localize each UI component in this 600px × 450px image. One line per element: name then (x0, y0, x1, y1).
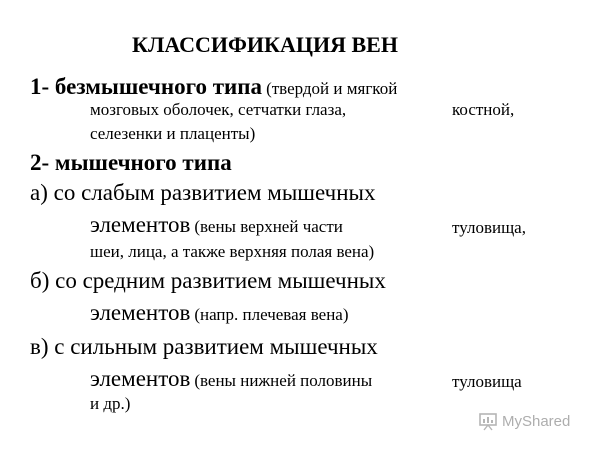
item2-a-line1: а) со слабым развитием мышечных (30, 180, 376, 205)
item2-a-line2 (90, 213, 343, 236)
item1-details-line2: мозговых оболочек, сетчатки глаза, (90, 100, 347, 119)
item1-heading: 1- безмышечного типа (30, 74, 263, 99)
watermark-brand: MyShared (502, 412, 571, 430)
item2-b-line2 (90, 301, 349, 324)
item1-details-line2b: костной, (452, 100, 515, 119)
item2-c-line3: и др.) (90, 394, 131, 413)
item2-a-line3: шеи, лица, а также верхняя полая вена) (90, 242, 375, 261)
item2-b-elements: элементов (90, 300, 191, 325)
item1-details-line1: (твердой и мягкой (266, 79, 398, 98)
item1-details-line3: селезенки и плаценты) (90, 124, 256, 143)
item2-b-details: (напр. плечевая вена) (194, 305, 349, 324)
item2-c-line2 (90, 367, 372, 390)
item2-b-line1: б) со средним развитием мышечных (30, 268, 386, 293)
watermark (478, 410, 570, 432)
slide-title: КЛАССИФИКАЦИЯ ВЕН (132, 32, 398, 57)
item2-a-elements: элементов (90, 212, 191, 237)
item2-c-details-right: туловища (452, 372, 522, 391)
item1-line (30, 75, 397, 98)
item2-c-details: (вены нижней половины (194, 371, 373, 390)
item2-a-details-right: туловища, (452, 218, 526, 237)
item2-c-elements: элементов (90, 366, 191, 391)
item2-c-line1: в) с сильным развитием мышечных (30, 334, 378, 359)
item2-a-details: (вены верхней части (194, 217, 343, 236)
item2-heading: 2- мышечного типа (30, 150, 232, 175)
presentation-board-icon (478, 411, 498, 431)
